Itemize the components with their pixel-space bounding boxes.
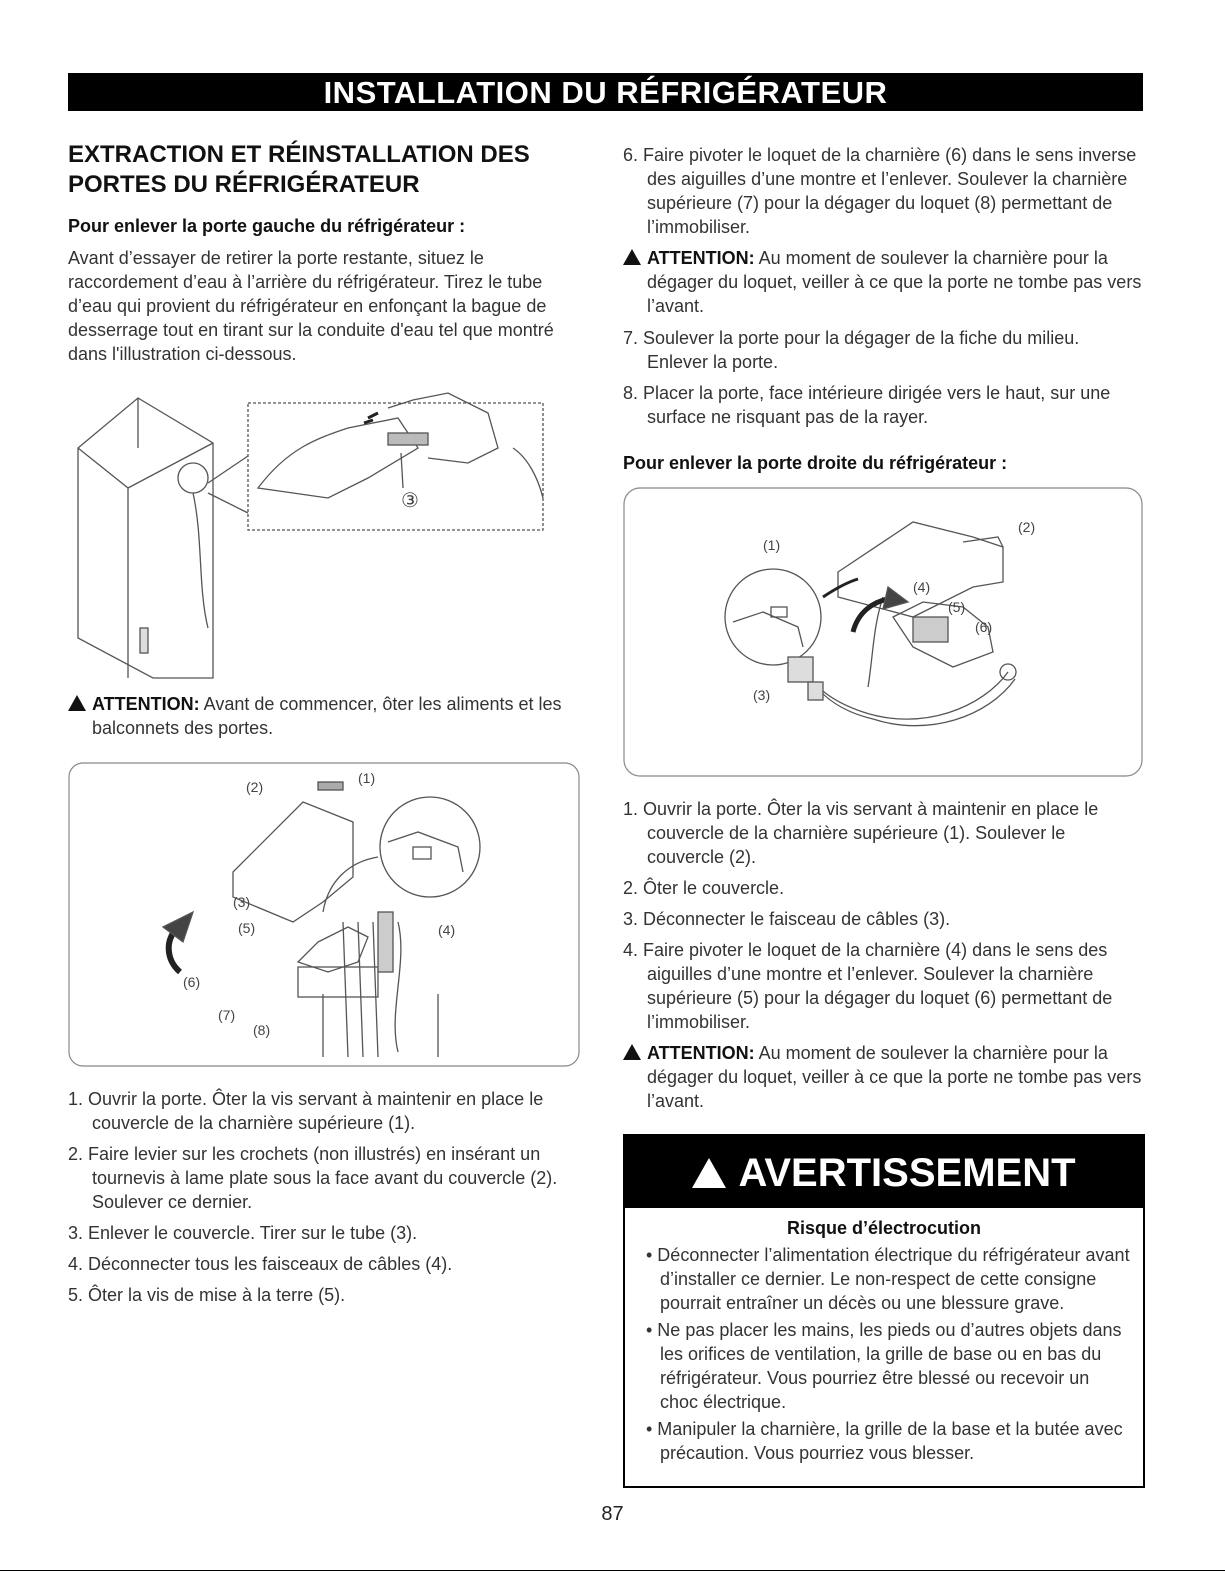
- left-step-1: 1. Ouvrir la porte. Ôter la vis servant à maintenir en place le couvercle de la charnière supérieure (1).: [68, 1089, 544, 1133]
- right-steps-c: [623, 797, 1143, 1034]
- right-door-subheading: Pour enlever la porte droite du réfrigérateur :: [623, 453, 1008, 473]
- right-step-6: 6. Faire pivoter le loquet de la charnière (6) dans le sens inverse des aiguilles d’une montre et l’enlever. Soulever la charnière supérieure (7) pour la dégager du loquet (8) permettant de l’immobiliser.: [623, 145, 1137, 237]
- fig2-label-8: (8): [253, 1022, 271, 1038]
- attention-note-2: [623, 1041, 1143, 1113]
- warning-bullet-3: • Manipuler la charnière, la grille de la base et la butée avec précaution. Vous pourriez vous blesser.: [646, 1419, 1123, 1463]
- right-step-8: 8. Placer la porte, face intérieure dirigée vers le haut, sur une surface ne risquant pas de la rayer.: [623, 383, 1111, 427]
- right-door-step-3: 3. Déconnecter le faisceau de câbles (3).: [623, 909, 951, 929]
- attention-text: Avant de commencer, ôter les aliments et les balconnets des portes.: [92, 694, 562, 738]
- fig2-label-4: (4): [438, 922, 456, 938]
- warning-bullet-2: • Ne pas placer les mains, les pieds ou d’autres objets dans les orifices de ventilation, la grille de base ou en bas du réfrigérateur. Vous pourriez être blessé ou recevoir un choc électrique.: [646, 1320, 1122, 1412]
- bottom-rule: [0, 1570, 1225, 1571]
- water-line-figure: [68, 388, 578, 688]
- right-door-step-1: 1. Ouvrir la porte. Ôter la vis servant à maintenir en place le couvercle de la charnière supérieure (1). Soulever le couvercle (2).: [623, 799, 1099, 867]
- right-door-step-2: 2. Ôter le couvercle.: [623, 878, 785, 898]
- fig2-label-2: (2): [246, 779, 264, 795]
- right-steps-b: [623, 326, 1143, 429]
- right-hinge-figure: [623, 487, 1143, 777]
- left-steps: [68, 1087, 578, 1307]
- attention-label: ATTENTION:: [647, 248, 755, 268]
- warning-subtitle: Risque d’électrocution: [786, 1218, 982, 1238]
- left-step-3: 3. Enlever le couvercle. Tirer sur le tube (3).: [68, 1223, 418, 1243]
- right-column: [623, 143, 1143, 1121]
- attention-note-1: [623, 246, 1143, 318]
- warning-title: AVERTISSEMENT: [738, 1151, 1076, 1195]
- warning-triangle-icon: [623, 249, 641, 265]
- left-step-2: 2. Faire levier sur les crochets (non illustrés) en insérant un tournevis à lame plate sous la face avant du couvercle (2). Soulever ce dernier.: [68, 1144, 558, 1212]
- attention-text: Au moment de soulever la charnière pour la dégager du loquet, veiller à ce que la porte ne tombe pas vers l’avant.: [647, 248, 1142, 316]
- attention-label: ATTENTION:: [647, 1043, 755, 1063]
- fig3-label-6: (6): [975, 619, 993, 635]
- fig3-label-5: (5): [948, 599, 966, 615]
- fig1-callout: ③: [401, 490, 419, 512]
- right-hinge-illustration: [623, 487, 1143, 777]
- attention-note: [68, 692, 578, 740]
- right-door-step-4: 4. Faire pivoter le loquet de la charnière (4) dans le sens des aiguilles d’une montre et l’enlever. Soulever la charnière supérieure (5) pour la dégager du loquet (6) permettant de l’immobiliser.: [623, 940, 1113, 1032]
- left-hinge-illustration: [68, 762, 580, 1067]
- warning-triangle-icon: [68, 695, 86, 711]
- warning-box: [623, 1134, 1145, 1488]
- warning-triangle-icon: [692, 1158, 726, 1188]
- fig2-label-5: (5): [238, 920, 256, 936]
- fig3-label-4: (4): [913, 579, 931, 595]
- fig2-label-3: (3): [233, 894, 251, 910]
- fig3-label-3: (3): [753, 687, 771, 703]
- left-hinge-figure: [68, 762, 578, 1067]
- warning-triangle-icon: [623, 1044, 641, 1060]
- section-heading: EXTRACTION ET RÉINSTALLATION DES PORTES DU RÉFRIGÉRATEUR: [68, 141, 530, 198]
- warning-header: [625, 1136, 1143, 1208]
- page-banner: INSTALLATION DU RÉFRIGÉRATEUR: [68, 73, 1143, 111]
- left-step-5: 5. Ôter la vis de mise à la terre (5).: [68, 1285, 346, 1305]
- warning-bullet-1: • Déconnecter l’alimentation électrique du réfrigérateur avant d’installer ce dernier. Le non-respect de cette consigne pourrait entraîner un décès ou une blessure grave.: [646, 1245, 1130, 1313]
- left-column: [68, 140, 578, 1314]
- fig2-label-1: (1): [358, 770, 376, 786]
- water-line-illustration: [68, 388, 568, 688]
- fig2-label-6: (6): [183, 974, 201, 990]
- fig3-label-2: (2): [1018, 519, 1036, 535]
- attention-label: ATTENTION:: [92, 694, 200, 714]
- right-steps-a: [623, 143, 1143, 239]
- intro-paragraph: Avant d’essayer de retirer la porte restante, situez le raccordement d’eau à l’arrière du réfrigérateur. Tirez le tube d’eau qui provient du réfrigérateur en enfonçant la bague de desserrage tout en tirant sur la conduite d'eau tel que montré dans l'illustration ci-dessous.: [68, 248, 554, 364]
- page-number: 87: [601, 1503, 624, 1525]
- left-door-subheading: Pour enlever la porte gauche du réfrigérateur :: [68, 216, 466, 236]
- fig3-label-1: (1): [763, 537, 781, 553]
- attention-text: Au moment de soulever la charnière pour la dégager du loquet, veiller à ce que la porte ne tombe pas vers l’avant.: [647, 1043, 1142, 1111]
- fig2-label-7: (7): [218, 1007, 236, 1023]
- left-step-4: 4. Déconnecter tous les faisceaux de câbles (4).: [68, 1254, 453, 1274]
- right-step-7: 7. Soulever la porte pour la dégager de la fiche du milieu. Enlever la porte.: [623, 328, 1080, 372]
